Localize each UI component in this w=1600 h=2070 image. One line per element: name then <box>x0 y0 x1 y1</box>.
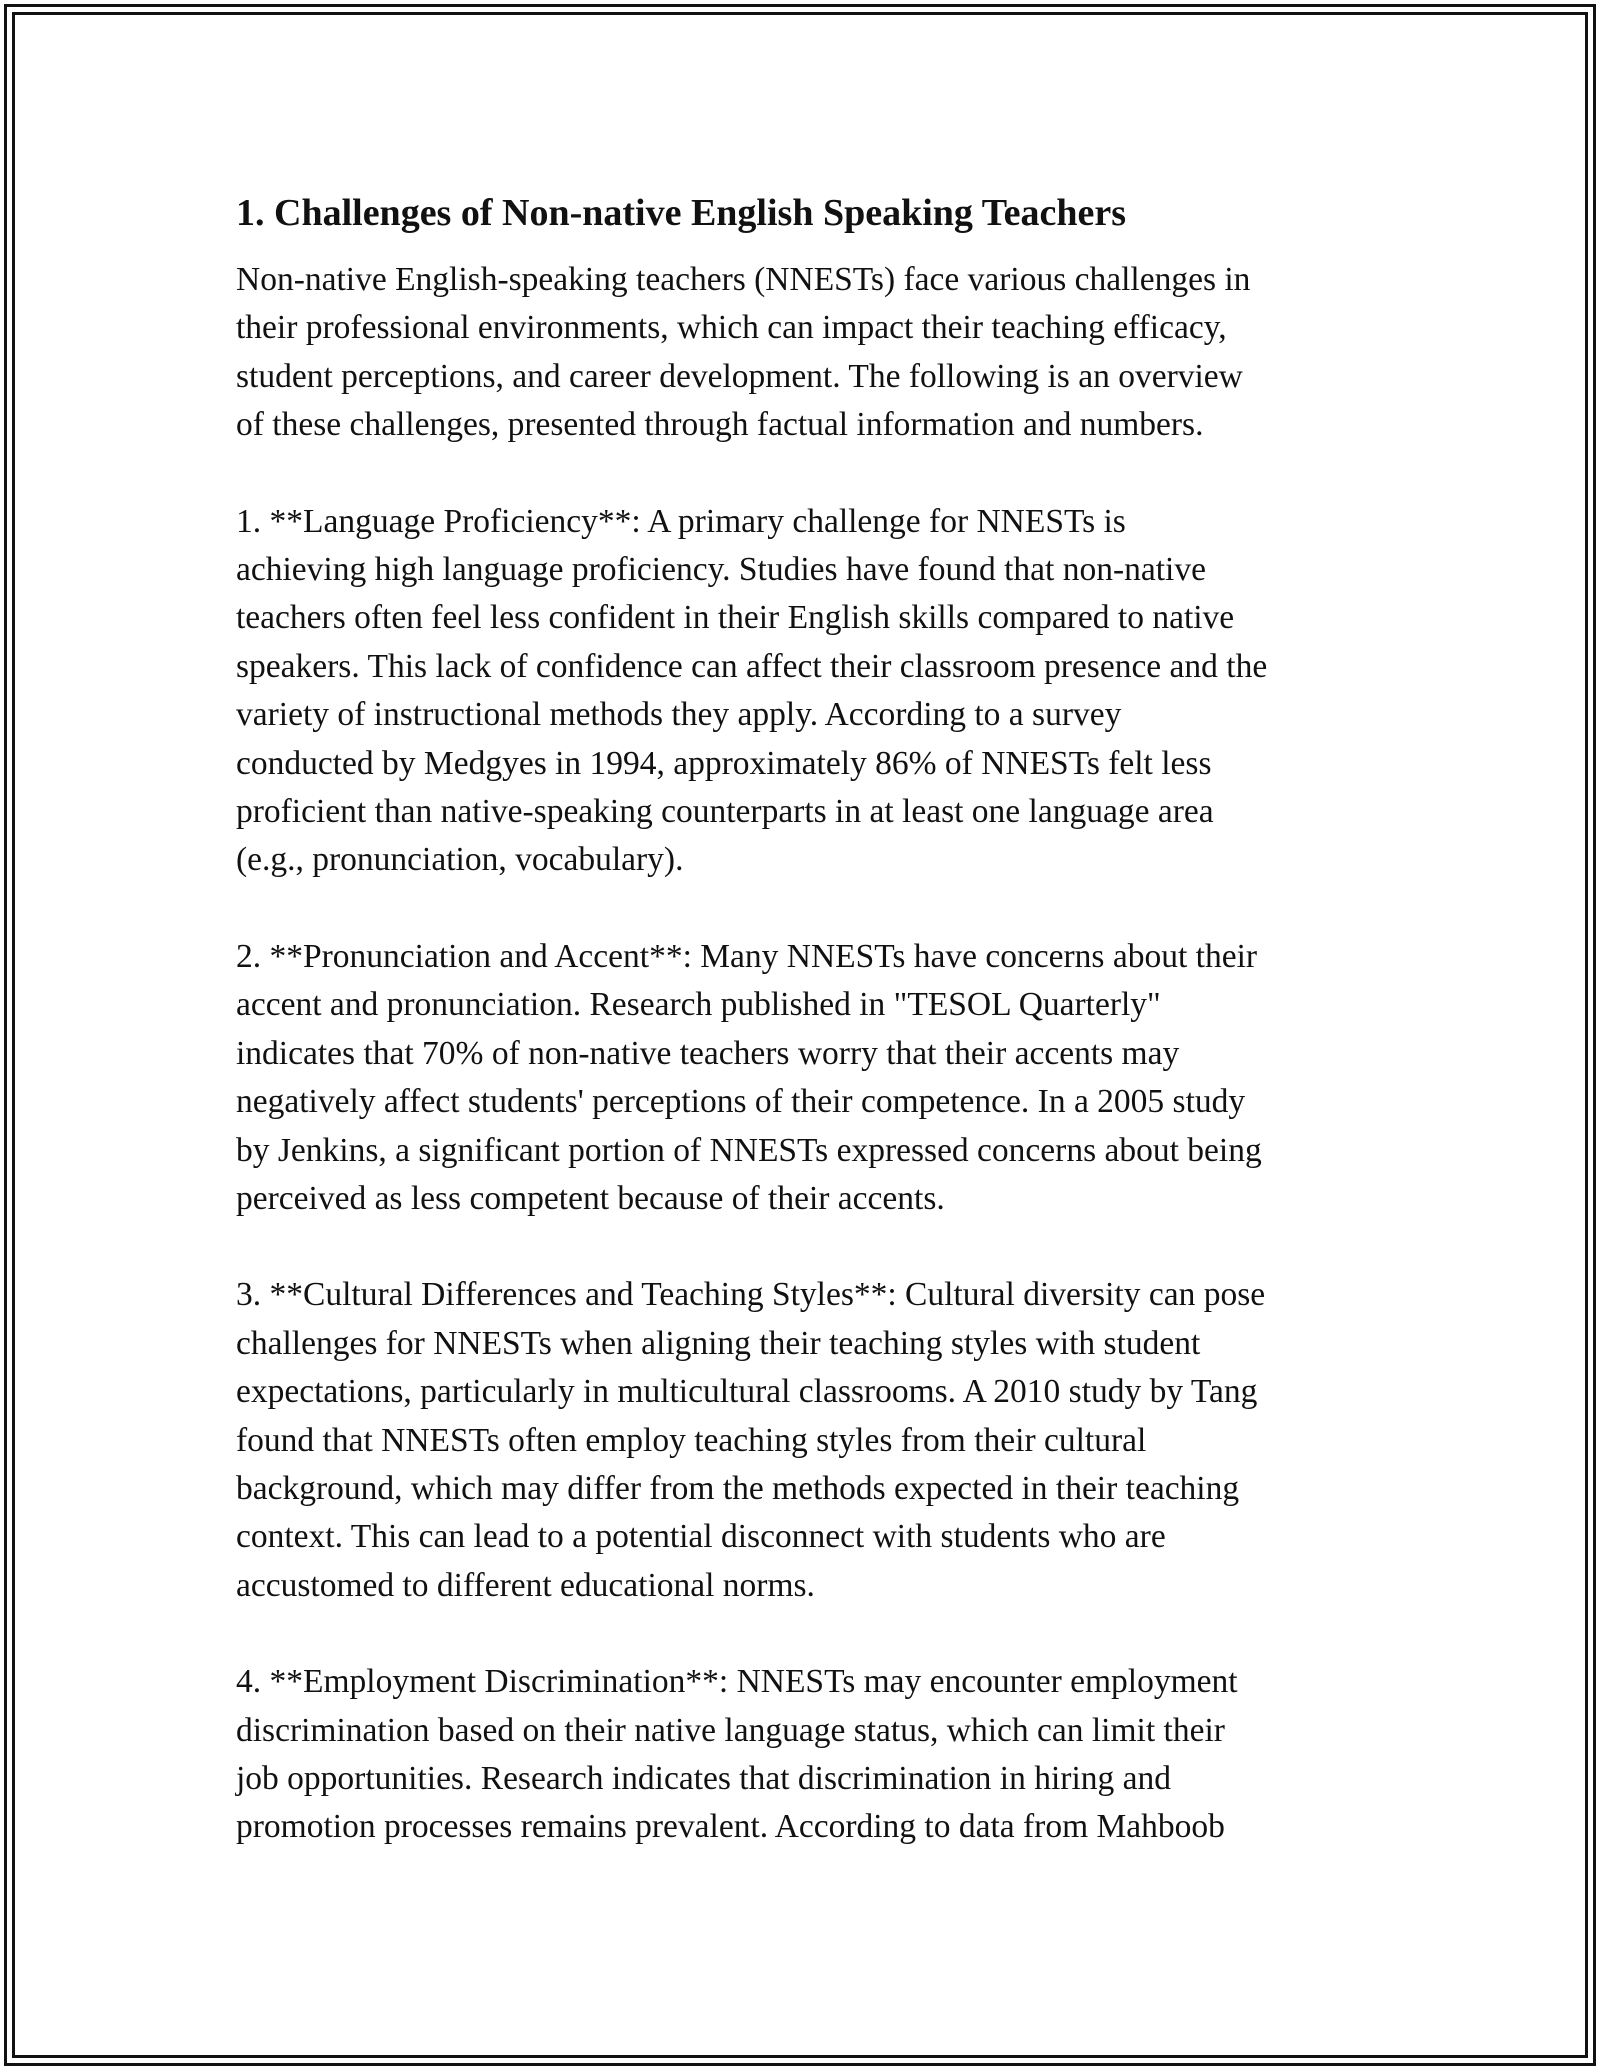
paragraph-line: accustomed to different educational norms. <box>236 1566 815 1604</box>
cultural-differences-paragraph <box>236 1271 1376 1610</box>
paragraph-line: indicates that 70% of non-native teachers worry that their accents may <box>236 1034 1180 1072</box>
paragraph-line: job opportunities. Research indicates that discrimination in hiring and <box>236 1759 1172 1797</box>
paragraph-line: speakers. This lack of confidence can affect their classroom presence and the <box>236 647 1268 685</box>
pronunciation-accent-paragraph <box>236 933 1376 1223</box>
section-title: 1. Challenges of Non-native English Speaking Teachers <box>236 192 1126 234</box>
paragraph-line: student perceptions, and career development. The following is an overview <box>236 357 1243 395</box>
paragraph-line: of these challenges, presented through factual information and numbers. <box>236 406 1204 444</box>
paragraph-line: (e.g., pronunciation, vocabulary). <box>236 841 684 879</box>
paragraph-line: 4. **Employment Discrimination**: NNESTs may encounter employment <box>236 1663 1238 1701</box>
paragraph-line: promotion processes remains prevalent. According to data from Mahboob <box>236 1808 1225 1846</box>
language-proficiency-paragraph <box>236 498 1376 885</box>
paragraph-line: variety of instructional methods they apply. According to a survey <box>236 696 1122 734</box>
paragraph-line: expectations, particularly in multicultural classrooms. A 2010 study by Tang <box>236 1373 1258 1411</box>
employment-discrimination-paragraph <box>236 1658 1376 1852</box>
document-body <box>236 186 1376 1900</box>
paragraph-line: discrimination based on their native language status, which can limit their <box>236 1711 1225 1749</box>
paragraph-line: 3. **Cultural Differences and Teaching Styles**: Cultural diversity can pose <box>236 1276 1266 1314</box>
paragraph-line: 1. **Language Proficiency**: A primary challenge for NNESTs is <box>236 502 1126 540</box>
paragraph-line: accent and pronunciation. Research published in "TESOL Quarterly" <box>236 986 1161 1024</box>
paragraph-line: background, which may differ from the methods expected in their teaching <box>236 1469 1240 1507</box>
paragraph-line: conducted by Medgyes in 1994, approximately 86% of NNESTs felt less <box>236 744 1212 782</box>
paragraph-line: Non-native English-speaking teachers (NNESTs) face various challenges in <box>236 261 1251 298</box>
paragraph-line: their professional environments, which can impact their teaching efficacy, <box>236 309 1227 347</box>
paragraph-line: achieving high language proficiency. Studies have found that non-native <box>236 551 1206 589</box>
intro-paragraph <box>236 256 1376 450</box>
paragraph-line: by Jenkins, a significant portion of NNESTs expressed concerns about being <box>236 1131 1262 1169</box>
paragraph-line: perceived as less competent because of their accents. <box>236 1179 945 1217</box>
paragraph-line: context. This can lead to a potential disconnect with students who are <box>236 1518 1166 1556</box>
paragraph-line: teachers often feel less confident in their English skills compared to native <box>236 599 1235 637</box>
paragraph-line: 2. **Pronunciation and Accent**: Many NNESTs have concerns about their <box>236 937 1258 975</box>
paragraph-line: challenges for NNESTs when aligning their teaching styles with student <box>236 1324 1201 1362</box>
paragraph-line: negatively affect students' perceptions of their competence. In a 2005 study <box>236 1083 1246 1121</box>
paragraph-line: found that NNESTs often employ teaching styles from their cultural <box>236 1421 1147 1459</box>
paragraph-line: proficient than native-speaking counterparts in at least one language area <box>236 793 1214 831</box>
